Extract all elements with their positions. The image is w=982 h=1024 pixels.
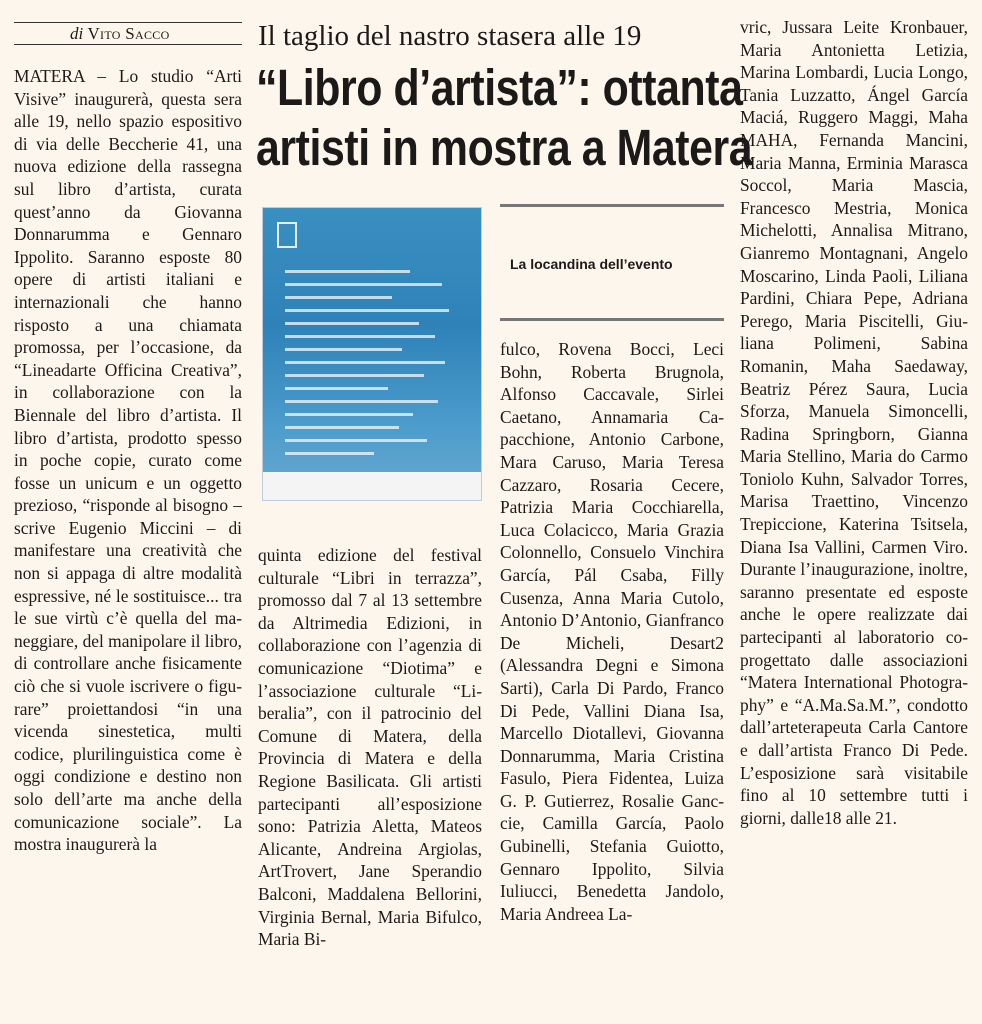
byline-author: Vito Sacco [87,24,170,43]
photo-caption: La locandina dell’evento [510,256,673,272]
article-column-4 [740,16,968,829]
byline [14,22,242,45]
article-column-3 [500,338,724,925]
article-column-2 [258,544,482,951]
poster-footer-strip [263,472,481,500]
byline-prefix: di [70,24,84,43]
caption-rule-bottom [500,318,724,321]
headline-line-1: “Libro d’artista”: ottanta [256,59,743,116]
artist-list-text: vric, Jussara Leite Kronbauer, Maria Antonietta Letizia, Marina Lombardi, Lucia Longo, Tania Luzzatto, Ángel García Maciá, Ruggero Maggi, Maha MAHA, Fernanda Mancini, Maria Manna, Erminia Marasca Soccol, Maria Mascia, Francesco Mestria, Monica Michelotti, Annalisa Mitrano, Gianremo Montagnani, Angelo Moscarino, Linda Paoli, Liliana Pardini, Chiara Pepe, Adriana Perego, Maria Piscitelli, Giuliana Polimeni, Sabina Romanin, Maha Saedaway, Beatriz Pérez Saura, Lucia Sforza, Manuela Simoncelli, Radina Springborn, Gianna Maria Stellino, Maria do Carmo Toniolo Kuhn, Salvador Torres, Marisa Traettino, Vincenzo Trepiccione, Katerina Tsitsela, Diana Isa Vallini, Carmen Viro. Durante l’inaugurazione, inoltre, saranno presentate ed esposte anche le opere realizzate dai partecipanti al laboratorio co-progettato dalle associazioni “Matera International Photography” e “A.Ma.Sa.M.”, condotto dall’arteterapeuta Carla Cantore e dall’artista Franco Di Pede. L’esposizione sarà visitabile fino al 10 settembre tutti i giorni, dalle18 alle 21. [740,17,968,828]
kicker: Il taglio del nastro stasera alle 19 [258,20,642,52]
article-column-1 [14,65,242,856]
poster-text-rows [285,270,463,465]
article-text: quinta edizione del festival culturale “Libri in terrazza”, promosso dal 7 al 13 settembre da Altrimedia Edizioni, in collaborazione con l’agenzia di comunicazione “Diotima” e l’associazione culturale “Liberalia”, con il patrocinio del Comune di Matera, della Provincia di Matera e della Regione Basilicata. Gli artisti partecipanti all’esposizione sono: Patrizia Aletta, Mateos Alicante, Andreina Argiolas, ArtTrovert, Jane Sperandio Balconi, Maddalena Bellorini, Virginia Bernal, Maria Bifulco, Maria Bi- [258,545,482,950]
poster-logo [277,222,297,248]
headline [256,58,753,178]
caption-rule-top [500,204,724,207]
article-text: MATERA – Lo studio “Arti Visive” inaugurerà, questa sera alle 19, nello spazio espositivo di via delle Beccherie 41, una nuova edizione della rassegna sul libro d’artista, curata quest’anno da Giovanna Donnarumma e Gennaro Ippolito. Saranno esposte 80 opere di artisti italiani e internazionali che hanno risposto a una chiamata promossa, per l’occasione, da “Lineadarte Officina Creativa”, in collaborazione con la Biennale del libro d’artista. Il libro d’artista, prodotto spesso in poche copie, curato come fosse un unicum e un oggetto prezioso, “risponde al bisogno – scrive Eugenio Miccini – di manifestare una creatività che non si appaga di altre modalità espressive, né le sostituisce... tra le sue virtù c’è quella del maneggiare, del manipolare il libro, di controllare anche fisicamente ciò che si vuole iscrivere o figurare” proiettandosi “in una vicenda sinestetica, multi codice, plurilinguistica come è oggi condizione e destino non solo dell’arte ma anche della comunicazione sociale”. La mostra inaugurerà la [14,66,242,855]
headline-line-2: artisti in mostra a Matera [256,119,753,176]
artist-list-text: fulco, Rovena Bocci, Leci Bohn, Roberta Brugnola, Alfonso Caccavale, Sirlei Caetano, Annamaria Capacchione, Antonio Carbone, Mara Caruso, Maria Teresa Cazzaro, Rosaria Cecere, Patrizia Maria Cocchiarella, Luca Colacicco, Maria Grazia Colonnello, Consuelo Vinchira García, Pál Csaba, Filly Cusenza, Anna Maria Cutolo, Antonio D’Antonio, Gianfranco De Micheli, Desart2 (Alessandra Degni e Simona Sarti), Carla Di Pardo, Franco Di Pede, Vallini Diana Isa, Marcello Diotallevi, Giovanna Donnarumma, Maria Cristina Fasulo, Piera Fidentea, Luiza G. P. Gutierrez, Rosalie Ganccie, Camilla García, Paolo Gubinelli, Stefania Guiotto, Gennaro Ippolito, Silvia Iuliucci, Benedetta Jandolo, Maria Andreea La- [500,339,724,924]
event-poster-image [262,207,482,501]
